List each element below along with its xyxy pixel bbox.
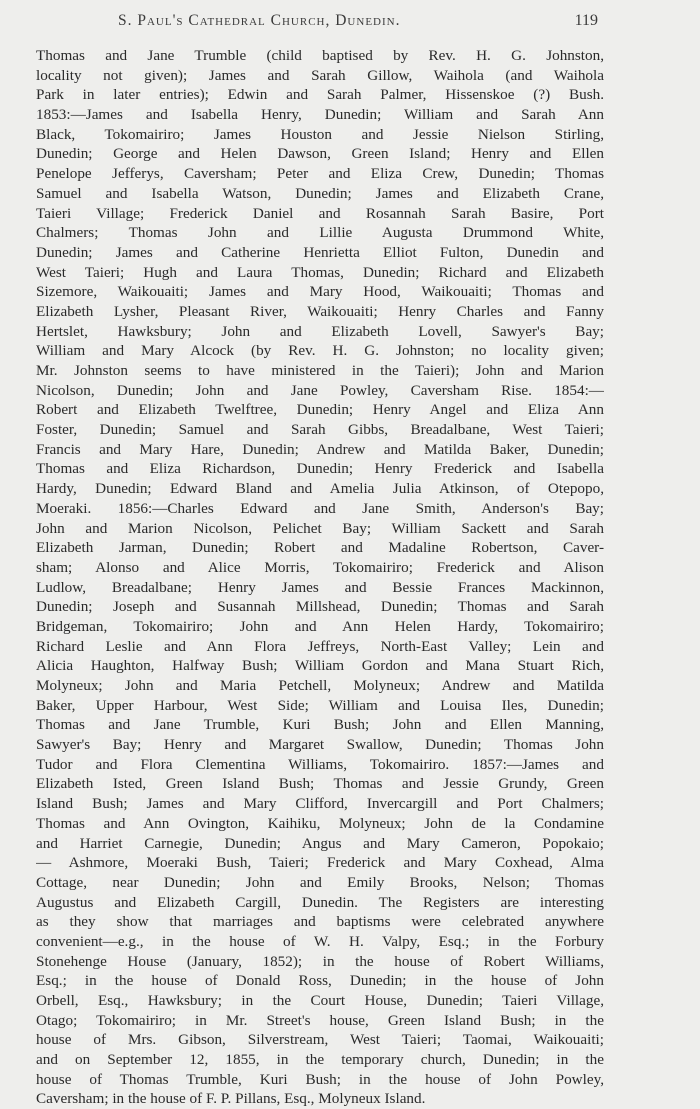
text-line: Black, Tokomairiro; James Houston and Jessie Nielson Stirling, — [36, 125, 604, 143]
text-line: Baker, Upper Harbour, West Side; William and Louisa Iles, Dunedin; — [36, 696, 604, 714]
text-line: West Taieri; Hugh and Laura Thomas, Dunedin; Richard and Elizabeth — [36, 263, 604, 281]
text-line: Ludlow, Breadalbane; Henry James and Bessie Frances Mackinnon, — [36, 578, 604, 596]
text-line: Francis and Mary Hare, Dunedin; Andrew and Matilda Baker, Dunedin; — [36, 440, 604, 458]
text-line: Foster, Dunedin; Samuel and Sarah Gibbs, Breadalbane, West Taieri; — [36, 421, 604, 439]
text-line: Alicia Haughton, Halfway Bush; William Gordon and Mana Stuart Rich, — [36, 657, 604, 675]
text-line: Dunedin; George and Helen Dawson, Green Island; Henry and Ellen — [36, 145, 604, 163]
text-line: Dunedin; James and Catherine Henrietta Elliot Fulton, Dunedin and — [36, 243, 604, 261]
text-line: and on September 12, 1855, in the temporary church, Dunedin; in the — [36, 1051, 604, 1069]
text-line: Samuel and Isabella Watson, Dunedin; James and Elizabeth Crane, — [36, 184, 604, 202]
text-line: Hardy, Dunedin; Edward Bland and Amelia Julia Atkinson, of Otepopo, — [36, 480, 604, 498]
text-line: Otago; Tokomairiro; in Mr. Street's house, Green Island Bush; in the — [36, 1011, 604, 1029]
text-line: Hertslet, Hawksbury; John and Elizabeth Lovell, Sawyer's Bay; — [36, 322, 604, 340]
text-line: convenient—e.g., in the house of W. H. Valpy, Esq.; in the Forbury — [36, 932, 604, 950]
text-line: Cottage, near Dunedin; John and Emily Brooks, Nelson; Thomas — [36, 873, 604, 891]
text-line: Stonehenge House (January, 1852); in the house of Robert Williams, — [36, 952, 604, 970]
text-line: house of Thomas Trumble, Kuri Bush; in the house of John Powley, — [36, 1070, 604, 1088]
page-number: 119 — [574, 12, 598, 29]
text-line: Nicolson, Dunedin; John and Jane Powley, Caversham Rise. 1854:— — [36, 381, 604, 399]
text-line: Dunedin; Joseph and Susannah Millshead, Dunedin; Thomas and Sarah — [36, 598, 604, 616]
body-paragraph — [36, 46, 604, 1109]
text-line: and Harriet Carnegie, Dunedin; Angus and Mary Cameron, Popokaio; — [36, 834, 604, 852]
text-line: Park in later entries); Edwin and Sarah Palmer, Hissenskoe (?) Bush. — [36, 86, 604, 104]
text-line: Thomas and Eliza Richardson, Dunedin; Henry Frederick and Isabella — [36, 460, 604, 478]
text-line: Sawyer's Bay; Henry and Margaret Swallow, Dunedin; Thomas John — [36, 736, 604, 754]
text-line: Thomas and Ann Ovington, Kaihiku, Molyneux; John de la Condamine — [36, 814, 604, 832]
text-line: Richard Leslie and Ann Flora Jeffreys, North-East Valley; Lein and — [36, 637, 604, 655]
text-line: as they show that marriages and baptisms were celebrated anywhere — [36, 913, 604, 931]
text-line: Esq.; in the house of Donald Ross, Dunedin; in the house of John — [36, 972, 604, 990]
text-line: Sizemore, Waikouaiti; James and Mary Hood, Waikouaiti; Thomas and — [36, 283, 604, 301]
text-line: Thomas and Jane Trumble, Kuri Bush; John and Ellen Manning, — [36, 716, 604, 734]
text-line: Elizabeth Lysher, Pleasant River, Waikouaiti; Henry Charles and Fanny — [36, 302, 604, 320]
text-line: Penelope Jefferys, Caversham; Peter and Eliza Crew, Dunedin; Thomas — [36, 165, 604, 183]
text-line: sham; Alonso and Alice Morris, Tokomairiro; Frederick and Alison — [36, 558, 604, 576]
text-line: Mr. Johnston seems to have ministered in the Taieri); John and Marion — [36, 362, 604, 379]
text-line: John and Marion Nicolson, Pelichet Bay; William Sackett and Sarah — [36, 519, 604, 537]
text-line: Caversham; in the house of F. P. Pillans, Esq., Molyneux Island. — [36, 1090, 426, 1108]
text-line: Molyneux; John and Maria Petchell, Molyneux; Andrew and Matilda — [36, 677, 604, 694]
text-line: Orbell, Esq., Hawksbury; in the Court House, Dunedin; Taieri Village, — [36, 992, 604, 1009]
text-line: Bridgeman, Tokomairiro; John and Ann Helen Hardy, Tokomairiro; — [36, 617, 604, 635]
text-line: Tudor and Flora Clementina Williams, Tokomairiro. 1857:—James and — [36, 755, 604, 773]
text-line: Augustus and Elizabeth Cargill, Dunedin. The Registers are interesting — [36, 893, 604, 911]
text-line: Moeraki. 1856:—Charles Edward and Jane Smith, Anderson's Bay; — [36, 499, 604, 517]
text-line: — Ashmore, Moeraki Bush, Taieri; Frederick and Mary Coxhead, Alma — [36, 854, 604, 872]
text-line: Taieri Village; Frederick Daniel and Rosannah Sarah Basire, Port — [36, 204, 604, 222]
running-head: S. Paul's Cathedral Church, Dunedin. — [118, 12, 401, 29]
text-line: Chalmers; Thomas John and Lillie Augusta Drummond White, — [36, 224, 604, 242]
text-line: Thomas and Jane Trumble (child baptised by Rev. H. G. Johnston, — [36, 47, 604, 64]
text-line: house of Mrs. Gibson, Silverstream, West Taieri; Taomai, Waikouaiti; — [36, 1031, 604, 1049]
text-line: Robert and Elizabeth Twelftree, Dunedin; Henry Angel and Eliza Ann — [36, 401, 604, 419]
text-line: William and Mary Alcock (by Rev. H. G. Johnston; no locality given; — [36, 342, 604, 360]
text-line: Elizabeth Isted, Green Island Bush; Thomas and Jessie Grundy, Green — [36, 775, 604, 793]
text-line: 1853:—James and Isabella Henry, Dunedin; William and Sarah Ann — [36, 106, 604, 124]
text-line: locality not given); James and Sarah Gillow, Waihola (and Waihola — [36, 66, 604, 84]
text-line: Island Bush; James and Mary Clifford, Invercargill and Port Chalmers; — [36, 795, 604, 813]
text-line: Elizabeth Jarman, Dunedin; Robert and Madaline Robertson, Caver- — [36, 539, 604, 557]
